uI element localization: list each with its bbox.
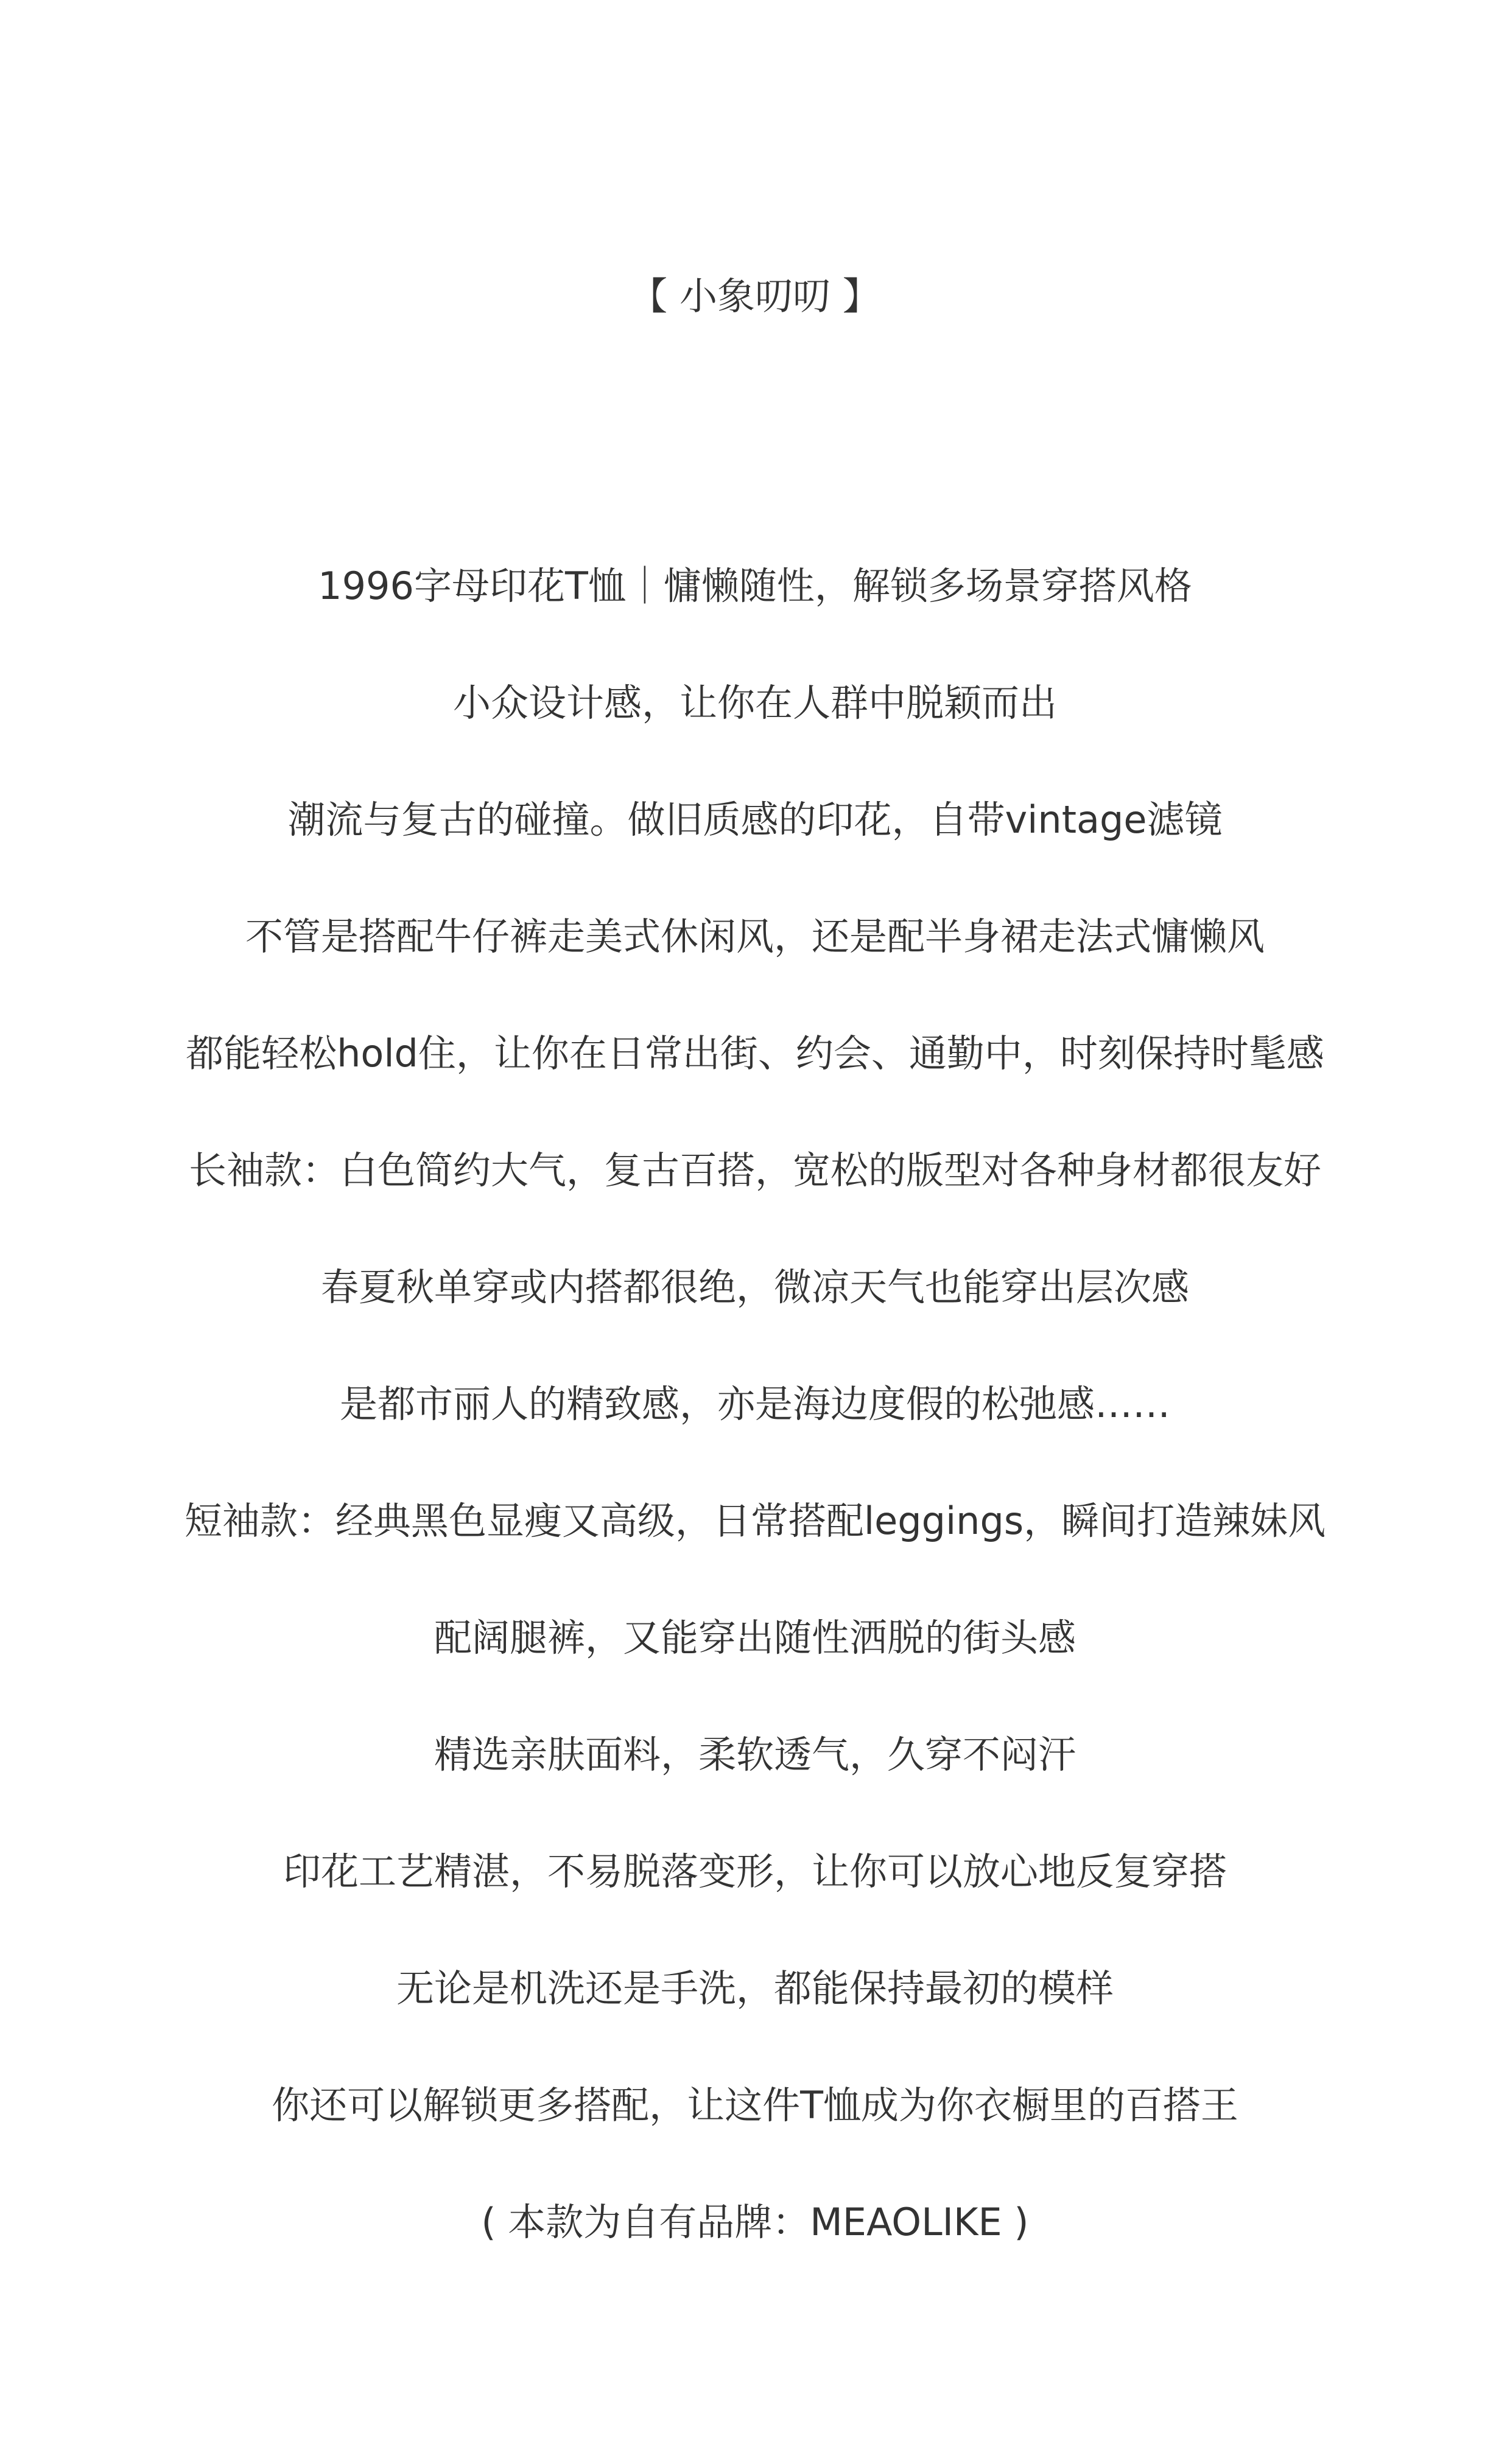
description-line: 都能轻松hold住，让你在日常出街、约会、通勤中，时刻保持时髦感: [186, 1031, 1324, 1076]
description-line: 印花工艺精湛，不易脱落变形，让你可以放心地反复穿搭: [283, 1849, 1227, 1894]
description-line: 精选亲肤面料，柔软透气，久穿不闷汗: [434, 1732, 1076, 1777]
description-line: 1996字母印花T恤｜慵懒随性，解锁多场景穿搭风格: [318, 564, 1192, 608]
description-line: 配阔腿裤，又能穿出随性洒脱的街头感: [434, 1615, 1076, 1660]
description-line: 春夏秋单穿或内搭都很绝，微凉天气也能穿出层次感: [320, 1265, 1189, 1309]
description-text-block: [0, 553, 1510, 2306]
description-line: 不管是搭配牛仔裤走美式休闲风，还是配半身裙走法式慵懒风: [245, 914, 1265, 959]
description-line: 短袖款：经典黑色显瘦又高级，日常搭配leggings，瞬间打造辣妹风: [184, 1499, 1326, 1543]
description-line: 是都市丽人的精致感，亦是海边度假的松弛感……: [339, 1382, 1170, 1426]
description-line: 小众设计感，让你在人群中脱颖而出: [452, 681, 1057, 725]
description-line: 无论是机洗还是手洗，都能保持最初的模样: [396, 1966, 1114, 2011]
description-line: 长袖款：白色简约大气，复古百搭，宽松的版型对各种身材都很友好: [188, 1148, 1321, 1192]
description-line: 潮流与复古的碰撞。做旧质感的印花，自带vintage滤镜: [287, 797, 1223, 842]
section-title: 【 小象叨叨 】: [630, 274, 880, 318]
brand-note-line: ( 本款为自有品牌：MEAOLIKE ): [481, 2200, 1029, 2244]
description-line: 你还可以解锁更多搭配，让这件T恤成为你衣橱里的百搭王: [272, 2083, 1238, 2127]
